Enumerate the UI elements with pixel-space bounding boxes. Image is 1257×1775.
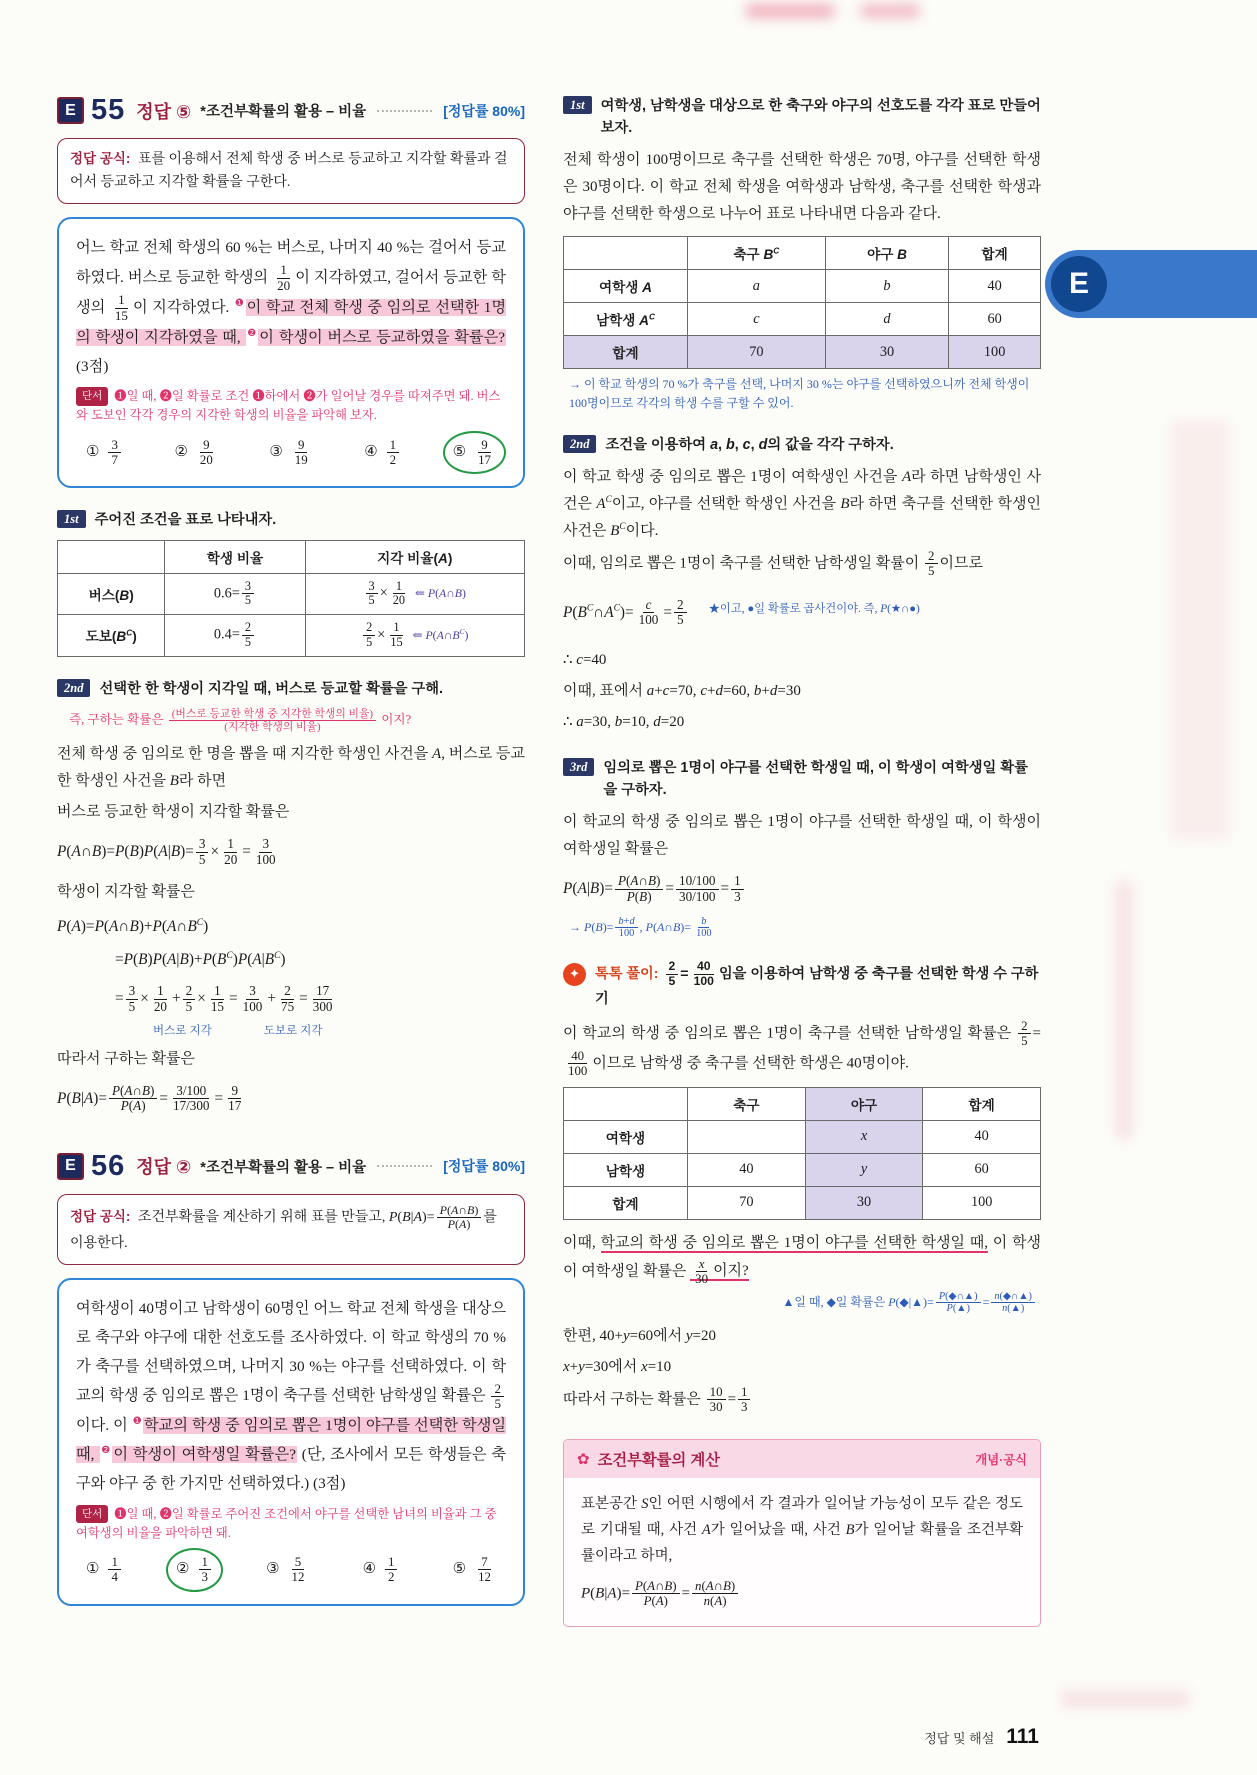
answer-label: 정답 ⑤: [136, 101, 192, 122]
table-cell: 60: [949, 303, 1041, 336]
print-bleed-artifact: [860, 4, 920, 18]
step-title: 여학생, 남학생을 대상으로 한 축구와 야구의 선호도를 각각 표로 만들어 보자.: [600, 98, 1041, 137]
solution-paragraph: 따라서 구하는 확률은: [57, 1050, 195, 1067]
left-column: [57, 94, 525, 1624]
choice-value: $\frac{7}{12}$: [478, 1554, 491, 1585]
clue-marker-2: ❷: [101, 1444, 112, 1456]
table-header: [564, 237, 688, 270]
solution-paragraph: [563, 1230, 1041, 1287]
solution-paragraph: 이때, 임의로 뽑은 1명이 축구를 선택한 남학생일 확률이 $\frac{2}{5}$ 이므로: [563, 548, 983, 579]
table-row: [58, 615, 525, 657]
choice-value: $\frac{5}{12}$: [291, 1554, 305, 1585]
print-bleed-artifact: [1170, 420, 1230, 840]
table-row: [564, 1153, 1041, 1186]
solution-step-1st: [563, 94, 1041, 139]
highlighted-question: 이 학생이 버스로 등교하였을 확률은?: [259, 328, 505, 346]
solution-paragraph: 학생이 지각할 확률은: [57, 883, 195, 900]
sol56-xy-table: [563, 1087, 1041, 1220]
equation: $=P(B)P(A|B)+P(B^C)P(A|B^C)$: [115, 951, 286, 969]
clue-badge: 단서: [76, 1505, 108, 1523]
table-row: [564, 303, 1041, 336]
table-cell: y: [805, 1153, 923, 1186]
choice-3: [269, 438, 312, 468]
probability-annotation: ▲일 때, ◆일 확률은 P(◆|▲)= $\frac{P(◆\cap▲)}{P(▲)}$ = $\frac{n(◆\cap▲)}{n(▲)}$: [569, 1291, 1037, 1315]
concept-title: 조건부확률의 계산: [597, 1451, 721, 1469]
table-cell: b: [825, 270, 949, 303]
toktok-burst-icon: ✦: [563, 963, 586, 986]
print-bleed-artifact: [1060, 1690, 1190, 1708]
table-row: [564, 270, 1041, 303]
print-bleed-artifact: [1115, 880, 1133, 1140]
answer-choices: [76, 426, 506, 474]
section-index-tab: [1045, 250, 1257, 318]
e55-condition-table: [57, 540, 525, 657]
solution-step-2nd: [57, 677, 525, 700]
table-annotation: → 이 학교 학생의 70 %가 축구를 선택, 나머지 30 %는 야구를 선택하였으니까 전체 학생이 100명이므로 각각의 학생 수를 구할 수 있어.: [569, 377, 1030, 410]
problem-e55-box: [57, 217, 525, 488]
problem-e56-header: [57, 1150, 525, 1183]
choice-4: [363, 1555, 400, 1585]
clue-marker-1: ❶: [234, 297, 245, 309]
problem-text-segment: 어느 학교 전체 학생의 60 %는 버스로, 나머지 40 %는 걸어서 등교하였다. 버스로 등교한 학생의 $\frac{1}{20}$ 이 지각하였고, 걸어서 등교한 학생의 $\frac{1}{15}$ 이 지각하였다.: [76, 239, 506, 323]
choice-5: [453, 1555, 496, 1585]
series-badge: E: [57, 1153, 84, 1180]
print-bleed-artifact: [745, 4, 835, 18]
equation: $P(B^C\cap A^C)=$ $\frac{c}{100}$ = $\frac{2}{5}$: [563, 596, 689, 630]
solution-paragraph: 한편, 40+y=60에서 y=20: [563, 1327, 716, 1344]
equation-row: [563, 587, 1041, 639]
equation-underbrace-labels: [153, 1022, 525, 1038]
formula-label: 정답 공식:: [70, 1209, 131, 1225]
choice-label: ③: [266, 1561, 280, 1578]
choice-label: ②: [174, 444, 188, 461]
solution-paragraph: ∴ a=30, b=10, d=20: [563, 714, 685, 731]
table-header: 학생 비율: [165, 540, 305, 573]
table-cell: 30: [805, 1186, 923, 1219]
highlighted-condition: 이 학교 전체 학생 중 임의로 선택한 1명의 학생이 지각하였을 때,: [76, 298, 507, 346]
choice-value: $\frac{1}{2}$: [385, 438, 401, 468]
solution-paragraph: 이때, 표에서 a+c=70, c+d=60, b+d=30: [563, 683, 801, 700]
row-header: 남학생 $A^C$: [564, 303, 688, 336]
table-cell: 30: [825, 336, 949, 369]
equation: P(A|B)= $\frac{P(A\cap B)}{P(B)}$ = $\frac{10/100}{30/100}$ = $\frac{1}{3}$: [563, 872, 1041, 906]
cell-annotation: ⇐ $P(A\cap B^C)$: [412, 626, 469, 642]
step-title: 임의로 뽑은 1명이 야구를 선택한 학생일 때, 이 학생이 여학생일 확률을 구하자.: [603, 760, 1028, 799]
table-header: 축구 $B^C$: [688, 237, 826, 270]
cell-math: $\frac{3}{5}$ × $\frac{1}{20}$: [364, 585, 411, 601]
sol56-count-table: [563, 236, 1041, 369]
equation-annotation: ★이고, ●일 확률로 곱사건이야. 즉, P(★∩●): [708, 603, 920, 616]
row-header: 버스(B): [58, 573, 165, 615]
concept-tag: 개념·공식: [975, 1452, 1027, 1467]
choice-1: [86, 438, 123, 468]
table-header: [58, 540, 165, 573]
table-cell: 40: [923, 1120, 1041, 1153]
toktok-title-text: $\frac{2}{5}$ = $\frac{40}{100}$ 임을 이용하여 남학생 중 축구를 선택한 학생 수 구하기: [595, 958, 1039, 1008]
choice-value: $\frac{9}{19}$: [294, 437, 308, 467]
choice-1: [86, 1555, 123, 1585]
solution-paragraph: 버스로 등교한 학생이 지각할 확률은: [57, 804, 290, 821]
choice-label: ④: [362, 1561, 377, 1578]
step-title: 주어진 조건을 표로 나타내자.: [94, 512, 277, 529]
highlighted-question: 이 학생이 여학생일 확률은?: [113, 1445, 296, 1463]
step-badge: 2nd: [563, 435, 596, 453]
table-cell: x: [805, 1120, 923, 1153]
answer-formula-box: [57, 1194, 525, 1265]
right-column: [563, 94, 1041, 1627]
table-row-total: [564, 1186, 1041, 1219]
solution-step-2nd: [563, 433, 1041, 456]
choice-label: ⑤: [452, 444, 467, 461]
table-header: 합계: [949, 237, 1041, 270]
answer-rate-badge: [정답률 80%]: [443, 102, 525, 119]
clue-marker-1: ❶: [132, 1415, 142, 1427]
table-cell: 60: [923, 1153, 1041, 1186]
text-segment: 이 학생이 여학생일 확률은: [563, 1234, 1041, 1280]
equation: = $\frac{3}{5}$ × $\frac{1}{20}$ + $\frac{2}{5}$ × $\frac{1}{15}$ = $\frac{3}{100}$ + $\frac{2}{75}$ = $\frac{17}{300}$: [115, 983, 333, 1014]
problem-number: 56: [91, 1149, 126, 1182]
table-cell: 70: [688, 1186, 806, 1219]
clue-note: [76, 1505, 506, 1543]
choice-2: [174, 438, 217, 468]
row-header: 여학생: [564, 1120, 688, 1153]
underlined-question: $\frac{x}{30}$ 이지?: [690, 1263, 749, 1281]
formula-label: 정답 공식:: [70, 151, 131, 166]
solution-paragraph: x+y=30에서 x=10: [563, 1358, 672, 1375]
footer-section-label: 정답 및 해설: [924, 1731, 995, 1746]
table-header: 지각 비율(A): [305, 540, 525, 573]
underlined-condition: 학교의 학생 중 임의로 뽑은 1명이 야구를 선택한 학생일 때,: [600, 1234, 988, 1251]
solution-paragraph: 전체 학생이 100명이므로 축구를 선택한 학생은 70명, 야구를 선택한 학생은 30명이다. 이 학교 전체 학생을 여학생과 남학생, 축구를 선택한 학생과 야구를 선택한 학생으로 나누어 표로 나타내면 다음과 같다.: [563, 152, 1041, 223]
formula-text: 조건부확률을 계산하기 위해 표를 만들고, P(B|A)= $\frac{P(A\cap B)}{P(A)}$ 를 이용한다.: [70, 1202, 497, 1251]
problem-text-segment: 여학생이 40명이고 남학생이 60명인 어느 학교 전체 학생을 대상으로 축구와 야구에 대한 선호도를 조사하였다. 이 학교 학생의 70 %가 축구를 선택하였으며, 나머지 30 %는 야구를 선택하였다. 이 학교의 학생 중 임의로 뽑은 1명이 축구를 선택한 남학생일 확률은 $\frac{2}{5}$ 이다. 이: [76, 1300, 506, 1434]
teacher-note: 즉, 구하는 확률은 $\frac{\text{(버스로 등교한 학생 중 지각한 학생의 비율)}}{\text{(지각한 학생의 비율)}}$ 이지?: [69, 707, 412, 733]
table-cell: 70: [688, 336, 826, 369]
table-header: [564, 1087, 688, 1120]
table-cell: [305, 573, 525, 615]
table-cell: [305, 615, 525, 657]
table-cell: c: [688, 303, 826, 336]
solution-paragraph: 이 학교 학생 중 임의로 뽑은 1명이 여학생인 사건을 A라 하면 남학생인 사건은 $A^C$이고, 야구를 선택한 학생인 사건을 B라 하면 축구를 선택한 학생인 사건은 $B^C$이다.: [563, 468, 1041, 539]
row-header: 남학생: [564, 1153, 688, 1186]
clue-text: ❶일 때, ❷일 확률로 조건 ❶하에서 ❷가 일어날 경우를 따져주면 돼. 버스와 도보인 각각 경우의 지각한 학생의 비율을 파악해 보자.: [76, 389, 501, 423]
row-header: 합계: [564, 336, 688, 369]
solution-step-3rd: [563, 756, 1041, 801]
table-cell: d: [825, 303, 949, 336]
table-row: [564, 1120, 1041, 1153]
problem-e55-header: [57, 94, 525, 127]
choice-4: [364, 438, 401, 468]
dotted-leader: [377, 1165, 432, 1167]
alt-solution-title: [595, 960, 1041, 1011]
row-header: 여학생 A: [564, 270, 688, 303]
table-header: 야구 B: [825, 237, 949, 270]
concept-box-body: [564, 1478, 1040, 1626]
dotted-leader: [377, 110, 432, 112]
step-title: 선택한 한 학생이 지각일 때, 버스로 등교할 확률을 구해.: [99, 680, 444, 697]
table-cell: 40: [688, 1153, 806, 1186]
page-number: 111: [1006, 1725, 1039, 1748]
table-row: [58, 573, 525, 615]
topic-label: *조건부확률의 활용 – 비율: [200, 1159, 367, 1176]
flower-icon: ✿: [577, 1450, 590, 1468]
table-cell: 0.6= $\frac{3}{5}$: [165, 573, 305, 615]
choice-value: $\frac{3}{7}$: [106, 438, 122, 468]
choice-value: $\frac{1}{4}$: [106, 1555, 122, 1585]
answer-rate-badge: [정답률 80%]: [443, 1158, 525, 1175]
choice-label: ④: [364, 444, 378, 461]
solution-paragraph: ∴ c=40: [563, 652, 607, 669]
underbrace-label: 도보로 지각: [263, 1024, 323, 1037]
table-cell: [688, 1120, 806, 1153]
concept-box-header: [564, 1440, 1040, 1478]
choice-5-selected: [453, 438, 496, 468]
answer-choices: [76, 1543, 506, 1591]
choice-label: ③: [269, 444, 283, 461]
highlighted-condition: 학교의 학생 중 임의로 뽑은 1명이 야구를 선택한 학생일 때,: [76, 1417, 506, 1463]
problem-points: (3점): [76, 357, 109, 375]
problem-e56-box: [57, 1278, 525, 1606]
section-letter-icon: E: [1051, 256, 1107, 312]
table-header: 축구: [688, 1087, 806, 1120]
choice-3: [266, 1555, 309, 1585]
clue-badge: 단서: [76, 387, 108, 405]
step-badge: 1st: [57, 510, 86, 528]
answer-label: 정답 ②: [136, 1157, 192, 1178]
underbrace-label: 버스로 지각: [153, 1024, 212, 1037]
choice-label: ⑤: [452, 1561, 467, 1578]
solution-paragraph: 따라서 구하는 확률은 $\frac{10}{30}$ = $\frac{1}{3}$: [563, 1385, 1041, 1415]
solution-step-1st: [57, 508, 525, 531]
choice-label: ②: [176, 1561, 190, 1578]
clue-note: [76, 387, 506, 425]
page-footer: [924, 1725, 1039, 1749]
step-badge: 1st: [563, 96, 592, 114]
row-header: 합계: [564, 1186, 688, 1219]
table-cell: 100: [949, 336, 1041, 369]
choice-value: $\frac{9}{17}$: [478, 437, 491, 467]
table-header: 합계: [923, 1087, 1041, 1120]
solution-paragraph: 이 학교의 학생 중 임의로 뽑은 1명이 야구를 선택한 학생일 때, 이 학생이 여학생일 확률은: [563, 814, 1041, 858]
problem-text: [76, 234, 506, 381]
answer-formula-box: [57, 138, 525, 204]
table-row-total: [564, 336, 1041, 369]
choice-label: ①: [86, 444, 100, 461]
clue-marker-2: ❷: [247, 327, 258, 339]
text-segment: 이때,: [563, 1234, 601, 1251]
choice-value: $\frac{1}{2}$: [383, 1555, 399, 1585]
formula-text: 표를 이용해서 전체 학생 중 버스로 등교하고 지각할 확률과 걸어서 등교하고 지각할 확률을 구한다.: [70, 152, 508, 191]
choice-value: $\frac{9}{20}$: [199, 437, 213, 467]
table-header: 야구: [805, 1087, 923, 1120]
table-cell: 100: [923, 1186, 1041, 1219]
series-badge: E: [57, 97, 84, 124]
problem-points: (단, 조사에서 모든 학생들은 축구와 야구 중 한 가지만 선택하였다.) (3점): [76, 1445, 507, 1492]
step-badge: 2nd: [57, 679, 90, 697]
alt-solution-header: [563, 960, 1041, 1011]
equation: P(B|A)= $\frac{P(A\cap B)}{P(A)}$ = $\frac{3/100}{17/300}$ = $\frac{9}{17}$: [57, 1082, 242, 1114]
step-title: 조건을 이용하여 a, b, c, d의 값을 각각 구하자.: [605, 436, 894, 453]
clue-text: ❶일 때, ❷일 확률로 주어진 조건에서 야구를 선택한 남녀의 비율과 그 중 여학생의 비율을 파악하면 돼.: [76, 1506, 497, 1540]
concept-equation: P(B|A)= $\frac{P(A\cap B)}{P(A)}$ = $\frac{n(A\cap B)}{n(A)}$: [581, 1579, 1023, 1609]
solution-paragraph: 전체 학생 중 임의로 한 명을 뽑을 때 지각한 학생인 사건을 A, 버스로 등교한 학생인 사건을 B라 하면: [57, 746, 525, 790]
problem-text: [76, 1295, 506, 1499]
table-cell: 0.4= $\frac{2}{5}$: [165, 615, 305, 657]
step-badge: 3rd: [563, 758, 594, 776]
equation: $P(A)=P(A\cap B)+P(A\cap B^C)$: [57, 917, 209, 935]
choice-value: $\frac{1}{3}$: [197, 1555, 213, 1585]
solution-paragraph: 이 학교의 학생 중 임의로 뽑은 1명이 축구를 선택한 남학생일 확률은 $\frac{2}{5}$ = $\frac{40}{100}$ 이므로 남학생 중 축구를 선택한 학생은 40명이야.: [563, 1018, 1041, 1079]
cell-math: $\frac{2}{5}$ × $\frac{1}{15}$: [361, 627, 408, 643]
cell-annotation: ⇐ P(A∩B): [415, 586, 466, 601]
toktok-label: 톡톡 풀이:: [595, 965, 659, 982]
concept-box: [563, 1439, 1041, 1627]
choice-2-selected: [176, 1555, 213, 1585]
equation-annotation: → P(B)= $\frac{b+d}{100}$ , P(A∩B)= $\frac{b}{100}$: [569, 915, 712, 940]
equation: P(A∩B)=P(B)P(A|B)= $\frac{3}{5}$ × $\frac{1}{20}$ = $\frac{3}{100}$: [57, 836, 276, 867]
concept-text: 표본공간 S인 어떤 시행에서 각 결과가 일어날 가능성이 모두 같은 정도로 기대될 때, 사건 A가 일어났을 때, 사건 B가 일어날 확률을 조건부확률이라고 하며,: [581, 1495, 1024, 1564]
table-cell: 40: [949, 270, 1041, 303]
topic-label: *조건부확률의 활용 – 비율: [200, 104, 367, 120]
choice-label: ①: [86, 1561, 100, 1578]
table-cell: a: [688, 270, 826, 303]
row-header: 도보$(B^C)$: [58, 615, 165, 657]
problem-number: 55: [91, 94, 126, 126]
